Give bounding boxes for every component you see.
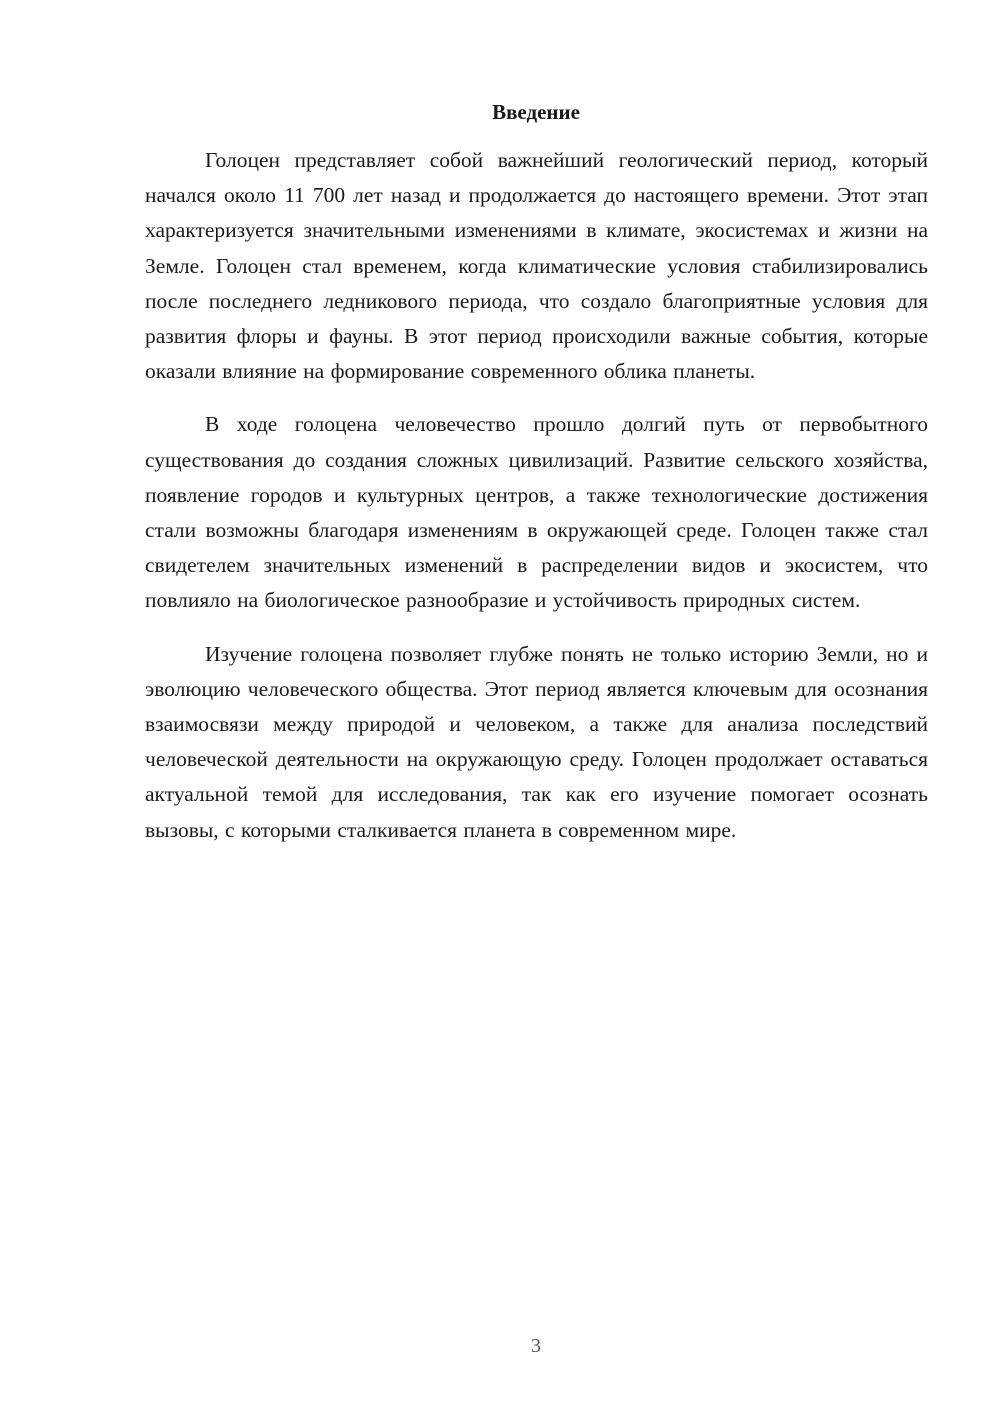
page-number: 3: [531, 1335, 541, 1357]
paragraph-2: В ходе голоцена человечество прошло долгий путь от первобытного существования до создания сложных цивилизаций. Развитие сельского хозяйства, появление городов и культурных центров, а также технологические достижения стали возможны благодаря изменениям в окружающей среде. Голоцен также стал свидетелем значительных изменений в распределении видов и экосистем, что повлияло на биологическое разнообразие и устойчивость природных систем.: [145, 412, 928, 613]
section-title: Введение: [492, 100, 580, 124]
paragraph-1: Голоцен представляет собой важнейший геологический период, который начался около 11 700 лет назад и продолжается до настоящего времени. Этот этап характеризуется значительными изменениями в климате, экосистемах и жизни на Земле. Голоцен стал временем, когда климатические условия стабилизировались после последнего ледникового периода, что создало благоприятные условия для развития флоры и фауны. В этот период происходили важные события, которые оказали влияние на формирование современного облика планеты.: [145, 148, 928, 384]
paragraph-3: Изучение голоцена позволяет глубже понять не только историю Земли, но и эволюцию человеческого общества. Этот период является ключевым для осознания взаимосвязи между природой и человеком, а также для анализа последствий человеческой деятельности на окружающую среду. Голоцен продолжает оставаться актуальной темой для исследования, так как его изучение помогает осознать вызовы, с которыми сталкивается планета в современном мире.: [145, 641, 928, 842]
body-text: [145, 143, 928, 848]
